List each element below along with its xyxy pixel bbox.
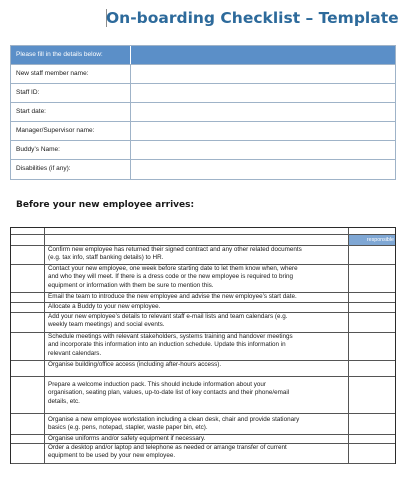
details-row-staff-name	[11, 65, 395, 84]
details-label: Manager/Supervisor name:	[11, 122, 131, 140]
responsible-cell[interactable]	[349, 435, 395, 443]
checklist-row	[11, 246, 395, 265]
task-text: Email the team to introduce the new employee and advise the new employee’s start date.	[45, 293, 349, 302]
responsible-cell[interactable]	[349, 444, 395, 463]
responsible-cell[interactable]	[349, 246, 395, 264]
task-text: Organise uniforms and/or safety equipment if necessary.	[45, 435, 349, 443]
checklist-row	[11, 414, 395, 435]
details-table	[10, 45, 396, 180]
responsible-cell[interactable]	[349, 361, 395, 376]
checklist-header-row	[11, 235, 395, 246]
checkbox-cell[interactable]	[11, 265, 45, 292]
task-text: Organise a new employee workstation including a clean desk, chair and provide stationary basics (e.g. pens, notepad, stapler, waste paper bin, etc).	[45, 414, 349, 434]
details-label: Disabilities (if any):	[11, 160, 131, 179]
start-date-field[interactable]	[131, 103, 395, 121]
responsible-cell[interactable]	[349, 313, 395, 332]
details-header-fill	[131, 46, 395, 64]
checkbox-cell[interactable]	[11, 377, 45, 413]
responsible-cell[interactable]	[349, 333, 395, 360]
checkbox-cell[interactable]	[11, 333, 45, 360]
checkbox-cell[interactable]	[11, 228, 45, 234]
checkbox-cell[interactable]	[11, 303, 45, 312]
checkbox-cell[interactable]	[11, 414, 45, 434]
responsible-cell[interactable]	[349, 293, 395, 302]
checklist-row	[11, 265, 395, 293]
checklist-table	[10, 227, 396, 464]
task-text: Add your new employee’s details to relevant staff e-mail lists and team calendars (e.g. weekly team meetings) and social events.	[45, 313, 349, 332]
disabilities-field[interactable]	[131, 160, 395, 179]
task-text: Allocate a Buddy to your new employee.	[45, 303, 349, 312]
manager-name-field[interactable]	[131, 122, 395, 140]
task-text: Prepare a welcome induction pack. This should include information about your organisation, seating plan, values, up-to-date list of key contacts and their phone/email details, etc.	[45, 377, 349, 413]
checklist-row	[11, 303, 395, 313]
checklist-row	[11, 377, 395, 414]
task-text: Contact your new employee, one week before starting date to let them know when, where and who they will meet. If there is a dress code or the new employee is required to bring equipment or information with them be sure to mention this.	[45, 265, 349, 292]
details-header-row	[11, 46, 395, 65]
details-label: Staff ID:	[11, 84, 131, 102]
section-heading: Before your new employee arrives:	[16, 200, 195, 210]
details-header-label: Please fill in the details below:	[11, 46, 131, 64]
details-row-start-date	[11, 103, 395, 122]
task-header-cell	[45, 235, 349, 245]
responsible-cell[interactable]	[349, 377, 395, 413]
responsible-header: responsible	[349, 235, 395, 245]
task-text: Order a desktop and/or laptop and telephone as needed or arrange transfer of current equipment to be used by your new employee.	[45, 444, 349, 463]
checklist-row	[11, 444, 395, 464]
staff-name-field[interactable]	[131, 65, 395, 83]
checklist-row	[11, 313, 395, 333]
responsible-cell[interactable]	[349, 265, 395, 292]
details-label: Buddy’s Name:	[11, 141, 131, 159]
details-label: Start date:	[11, 103, 131, 121]
staff-id-field[interactable]	[131, 84, 395, 102]
details-row-manager	[11, 122, 395, 141]
checklist-row	[11, 293, 395, 303]
details-row-staff-id	[11, 84, 395, 103]
checklist-spacer-row	[11, 228, 395, 235]
page-title: On-boarding Checklist – Template	[106, 9, 399, 27]
task-text: Confirm new employee has returned their signed contract and any other related documents (e.g. tax info, staff banking details) to HR.	[45, 246, 349, 264]
checklist-row	[11, 333, 395, 361]
task-text: Schedule meetings with relevant stakeholders, systems training and handover meetings and incorporate this information into an induction schedule. Update this information in relevant calendars.	[45, 333, 349, 360]
checkbox-cell[interactable]	[11, 293, 45, 302]
checklist-row	[11, 435, 395, 444]
details-row-disabilities	[11, 160, 395, 179]
checkbox-cell[interactable]	[11, 435, 45, 443]
checkbox-cell[interactable]	[11, 246, 45, 264]
checklist-row	[11, 361, 395, 377]
checkbox-cell[interactable]	[11, 444, 45, 463]
task-cell	[45, 228, 349, 234]
checkbox-cell[interactable]	[11, 313, 45, 332]
responsible-cell[interactable]	[349, 303, 395, 312]
buddy-name-field[interactable]	[131, 141, 395, 159]
task-text: Organise building/office access (including after-hours access).	[45, 361, 349, 376]
details-row-buddy	[11, 141, 395, 160]
responsible-cell[interactable]	[349, 414, 395, 434]
details-label: New staff member name:	[11, 65, 131, 83]
checkbox-cell[interactable]	[11, 361, 45, 376]
responsible-cell[interactable]	[349, 228, 395, 234]
checkbox-cell	[11, 235, 45, 245]
